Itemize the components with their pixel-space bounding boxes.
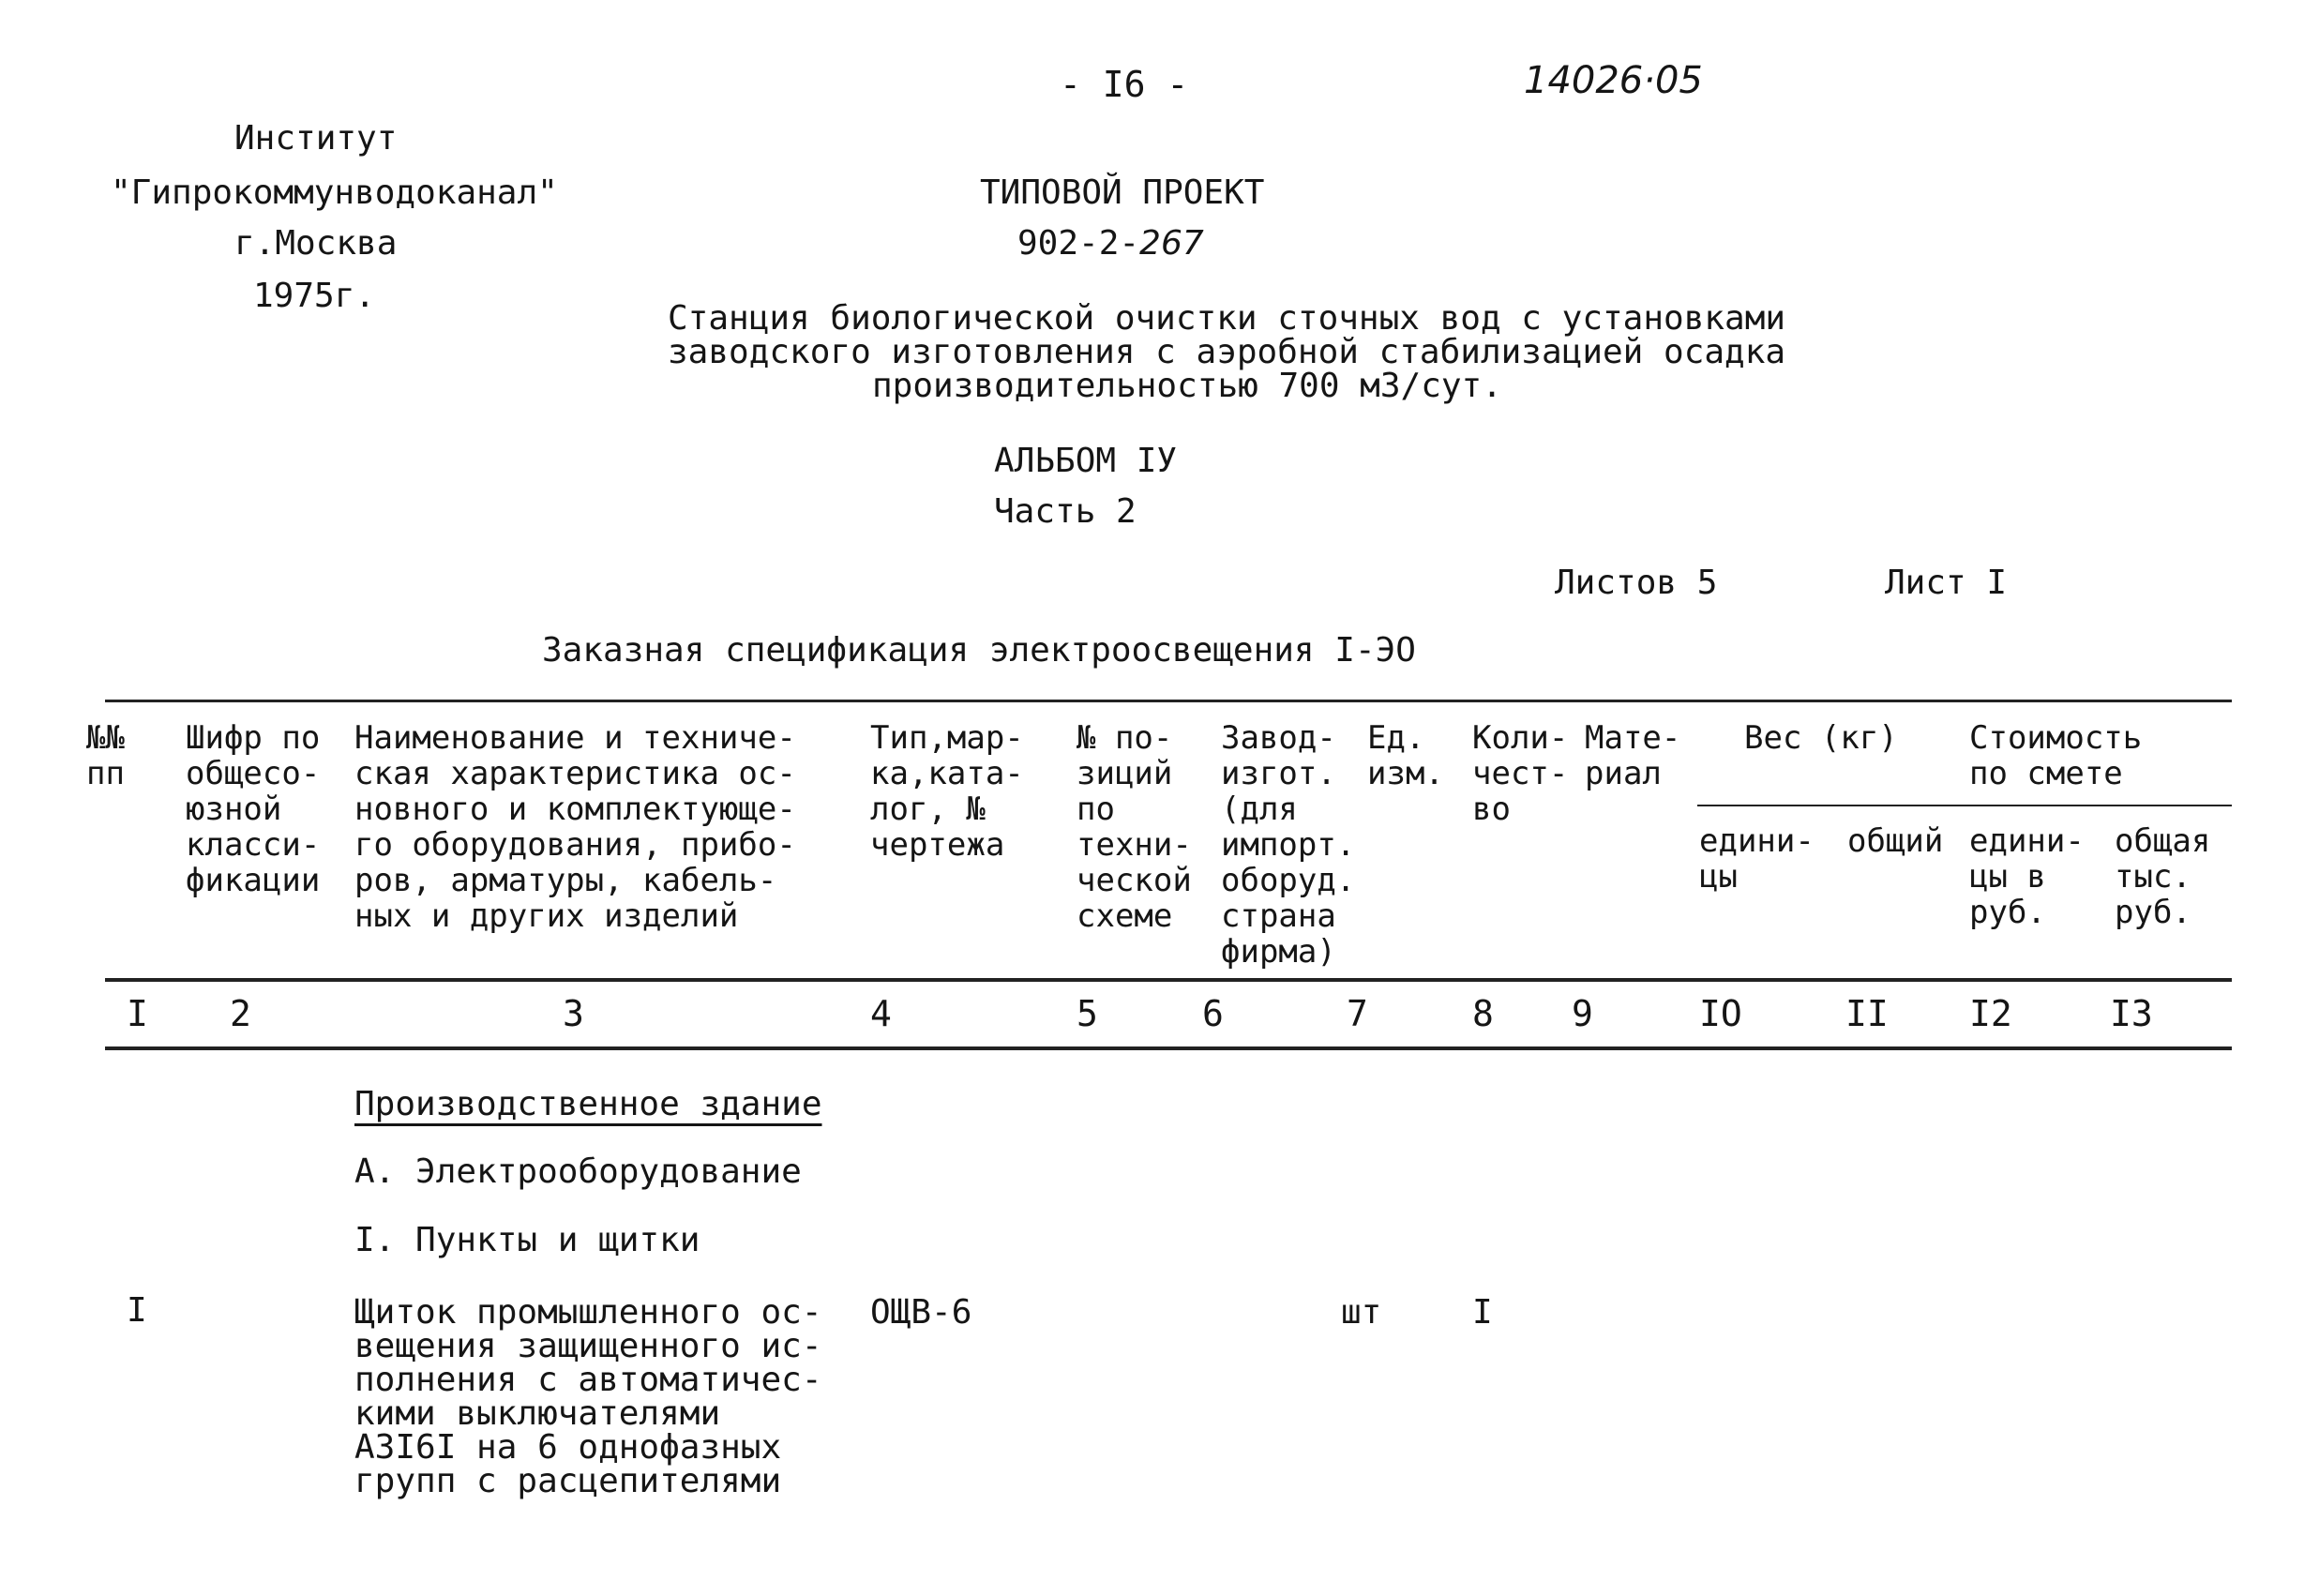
- header-col-12: едини- цы в руб.: [1969, 822, 2085, 931]
- column-number: IO: [1699, 993, 1742, 1034]
- document-number: 14026·05: [1524, 59, 1703, 102]
- header-col-2: Шифр по общесо- юзной класси- фикации: [186, 719, 321, 899]
- album-title: АЛЬБОМ IУ: [994, 442, 1178, 480]
- row-name: Щиток промышленного ос- вещения защищенного ис- полнения с автоматичес- кими выключателями А3I6I на 6 однофазных групп с расцепителями: [354, 1293, 822, 1500]
- column-number: 6: [1202, 993, 1224, 1034]
- header-weight-group: Вес (кг): [1744, 719, 1898, 757]
- sheets-total: Листов 5: [1555, 564, 1718, 602]
- project-description-line: заводского изготовления с аэробной стабилизацией осадка: [668, 333, 1786, 371]
- group-divider-rule: [1697, 805, 2232, 806]
- subsection-title: А. Электрооборудование: [354, 1152, 802, 1191]
- column-number: 5: [1077, 993, 1098, 1034]
- header-col-13: общая тыс. руб.: [2115, 822, 2211, 931]
- section-title: Производственное здание: [354, 1085, 822, 1123]
- project-description-line: производительностью 700 м3/сут.: [872, 367, 1502, 405]
- numbers-bottom-rule: [105, 1046, 2232, 1050]
- sheet-number: Лист I: [1885, 564, 2008, 602]
- row-quantity: I: [1472, 1293, 1493, 1332]
- header-col-11: общий: [1847, 822, 1944, 860]
- column-number: I2: [1969, 993, 2012, 1034]
- header-col-9: Мате- риал: [1585, 719, 1681, 792]
- header-col-1: №№ пп: [86, 719, 125, 792]
- part-title: Часть 2: [994, 492, 1137, 531]
- institute-city: г.Москва: [234, 224, 398, 263]
- page-number: - I6 -: [1060, 64, 1189, 105]
- header-col-6-7: Завод- изгот. (для импорт. оборуд. страна фирма): [1221, 719, 1356, 971]
- header-col-10: едини- цы: [1699, 822, 1815, 896]
- header-bottom-rule: [105, 978, 2232, 982]
- header-col-8: Коли- чест- во: [1472, 719, 1569, 828]
- project-description-line: Станция биологической очистки сточных вод с установками: [668, 299, 1786, 338]
- column-number: 4: [870, 993, 892, 1034]
- column-number: 3: [563, 993, 584, 1034]
- header-col-5: № по- зиций по техни- ческой схеме: [1077, 719, 1192, 935]
- table-top-rule: [105, 700, 2232, 702]
- column-number: I3: [2110, 993, 2153, 1034]
- row-unit: шт: [1341, 1293, 1382, 1332]
- header-cost-group: Стоимость по смете: [1969, 719, 2143, 792]
- header-col-3: Наименование и техниче- ская характеристика ос- новного и комплектующе- го оборудования, прибо- ров, арматуры, кабель- ных и других изделий: [354, 719, 796, 935]
- project-description: [668, 299, 1786, 405]
- column-number: 8: [1472, 993, 1494, 1034]
- column-number: 2: [230, 993, 251, 1034]
- project-number: 902-2-267: [1017, 224, 1204, 263]
- column-number: II: [1845, 993, 1889, 1034]
- row-type: ОЩВ-6: [870, 1293, 972, 1332]
- column-number: 9: [1572, 993, 1593, 1034]
- spec-title: Заказная спецификация электроосвещения I-ЭО: [542, 631, 1416, 670]
- header-col-4: Тип,мар- ка,ката- лог, № чертежа: [870, 719, 1024, 864]
- institute-name: "Гипрокоммунводоканал": [111, 173, 558, 212]
- column-number: I: [127, 993, 148, 1034]
- institute-label: Институт: [234, 119, 398, 158]
- project-label: ТИПОВОЙ ПРОЕКТ: [980, 173, 1265, 212]
- column-number: 7: [1347, 993, 1368, 1034]
- row-number: I: [127, 1291, 147, 1330]
- subsection-title: I. Пункты и щитки: [354, 1221, 700, 1259]
- header-col-unit: Ед. изм.: [1367, 719, 1444, 792]
- institute-year: 1975г.: [253, 277, 376, 315]
